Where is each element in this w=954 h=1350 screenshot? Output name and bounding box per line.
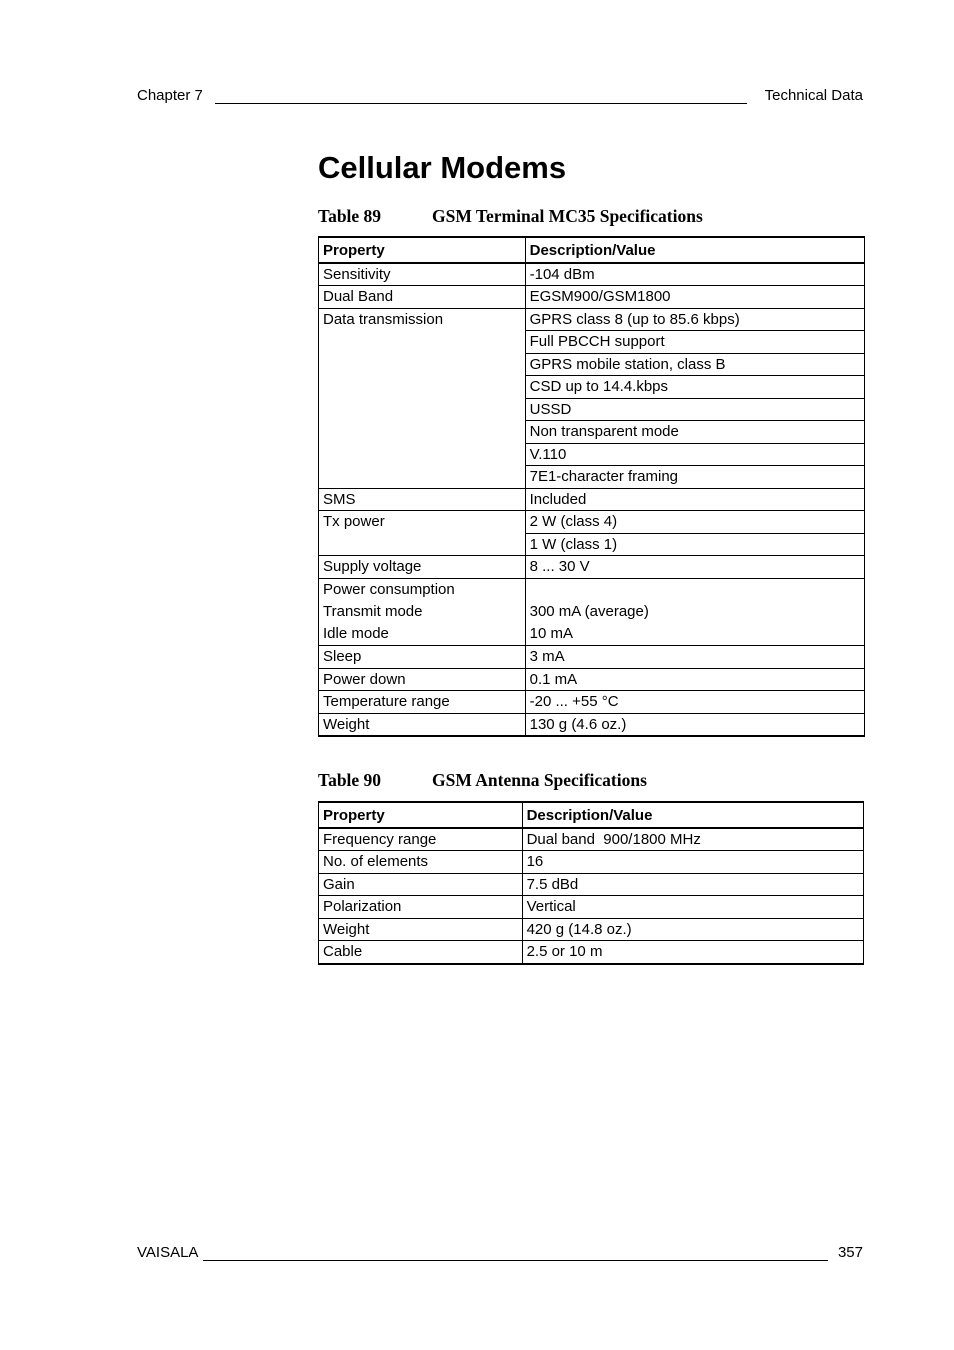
footer-rule (203, 1260, 828, 1261)
property-cell: SMS (319, 488, 526, 511)
table-row (319, 941, 864, 964)
table-row (319, 918, 864, 941)
property-cell: Polarization (319, 896, 523, 919)
page-footer (137, 1244, 863, 1264)
page-title: Cellular Modems (318, 150, 567, 185)
property-cell: Data transmission (319, 308, 526, 488)
property-cell: Gain (319, 873, 523, 896)
value-cell: Non transparent mode (525, 421, 864, 444)
table-89-title: GSM Terminal MC35 Specifications (432, 206, 703, 226)
table-row (319, 308, 865, 331)
page-header (137, 87, 863, 107)
page-number: 357 (837, 1244, 863, 1261)
value-cell: -104 dBm (525, 263, 864, 286)
value-cell: Vertical (522, 896, 863, 919)
property-cell: Tx power (319, 511, 526, 556)
table-row (319, 851, 864, 874)
header-description: Description/Value (522, 802, 863, 828)
property-cell: Cable (319, 941, 523, 964)
table-row (319, 488, 865, 511)
property-line: Transmit mode (323, 602, 423, 620)
table-row (319, 578, 865, 646)
value-line: 300 mA (average) (529, 602, 649, 620)
value-cell: 8 ... 30 V (525, 556, 864, 579)
value-cell: 3 mA (525, 646, 864, 669)
property-cell: Power down (319, 668, 526, 691)
table-row (319, 873, 864, 896)
property-cell: Sensitivity (319, 263, 526, 286)
value-cell: 7E1-character framing (525, 466, 864, 489)
value-cell: 7.5 dBd (522, 873, 863, 896)
property-cell: Dual Band (319, 286, 526, 309)
property-cell: Supply voltage (319, 556, 526, 579)
table-header-row (319, 802, 864, 828)
header-property: Property (319, 237, 526, 263)
table-89 (318, 236, 865, 737)
table-90-number: Table 90 (318, 770, 382, 790)
table-row (319, 668, 865, 691)
table-row (319, 511, 865, 534)
chapter-label: Chapter 7 (137, 87, 203, 104)
value-cell: 16 (522, 851, 863, 874)
table-row (319, 286, 865, 309)
value-cell: Full PBCCH support (525, 331, 864, 354)
property-cell: Weight (319, 918, 523, 941)
property-cell (319, 578, 526, 646)
header-description: Description/Value (525, 237, 864, 263)
value-cell: Dual band 900/1800 MHz (522, 828, 863, 851)
value-cell: -20 ... +55 °C (525, 691, 864, 714)
table-89-caption (318, 206, 703, 227)
table-90 (318, 801, 864, 965)
value-cell: 2.5 or 10 m (522, 941, 863, 964)
value-cell: GPRS mobile station, class B (525, 353, 864, 376)
value-line: 10 mA (529, 625, 573, 643)
table-row (319, 713, 865, 736)
property-cell: Frequency range (319, 828, 523, 851)
value-cell: V.110 (525, 443, 864, 466)
value-cell: 1 W (class 1) (525, 533, 864, 556)
table-90-title: GSM Antenna Specifications (432, 770, 647, 790)
value-cell (525, 578, 864, 646)
property-cell: Weight (319, 713, 526, 736)
value-cell: GPRS class 8 (up to 85.6 kbps) (525, 308, 864, 331)
header-rule (215, 103, 747, 104)
value-cell: CSD up to 14.4.kbps (525, 376, 864, 399)
table-89-number: Table 89 (318, 206, 382, 226)
value-cell: Included (525, 488, 864, 511)
value-cell: 420 g (14.8 oz.) (522, 918, 863, 941)
table-row (319, 691, 865, 714)
property-line: Power consumption (323, 580, 455, 598)
value-cell: 0.1 mA (525, 668, 864, 691)
table-row (319, 646, 865, 669)
value-cell: 130 g (4.6 oz.) (525, 713, 864, 736)
value-cell: EGSM900/GSM1800 (525, 286, 864, 309)
header-property: Property (319, 802, 523, 828)
property-cell: No. of elements (319, 851, 523, 874)
value-line (530, 579, 864, 601)
table-row (319, 556, 865, 579)
section-label: Technical Data (764, 87, 863, 104)
table-header-row (319, 237, 865, 263)
property-cell: Sleep (319, 646, 526, 669)
value-cell: 2 W (class 4) (525, 511, 864, 534)
table-row (319, 828, 864, 851)
property-cell: Temperature range (319, 691, 526, 714)
table-row (319, 896, 864, 919)
value-cell: USSD (525, 398, 864, 421)
company-name: VAISALA (137, 1244, 199, 1261)
property-line: Idle mode (323, 625, 389, 643)
table-row (319, 263, 865, 286)
table-90-caption (318, 770, 647, 791)
